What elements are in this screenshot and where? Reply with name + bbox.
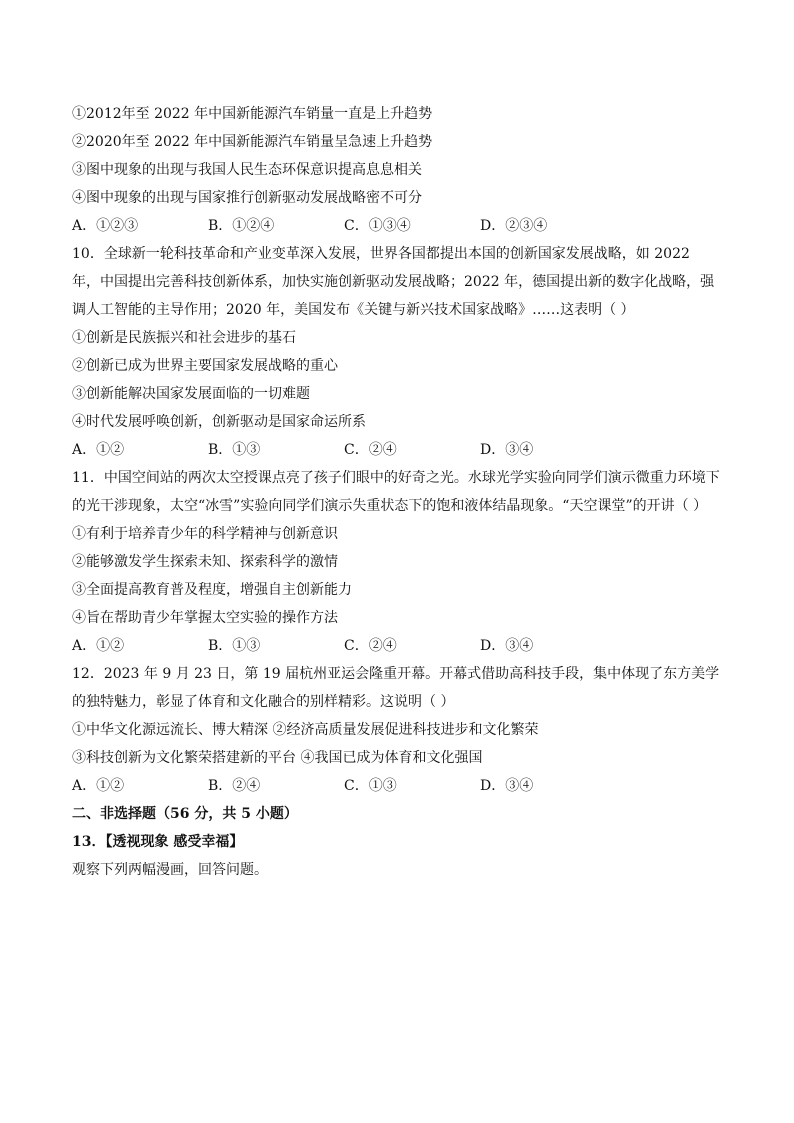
q9-answer-a: A．①②③: [72, 218, 139, 234]
q9-option-4: ④图中现象的出现与国家推行创新驱动发展战略密不可分: [72, 190, 422, 206]
q9-answer-c: C．①③④: [344, 218, 411, 234]
question-10: [72, 240, 722, 464]
q10-answer-c: C．②④: [344, 442, 397, 458]
q12-answer-d: D．③④: [480, 778, 534, 794]
q10-option-1: ①创新是民族振兴和社会进步的基石: [72, 330, 296, 346]
q9-option-3: ③图中现象的出现与我国人民生态环保意识提高息息相关: [72, 162, 422, 178]
q10-stem: 10．全球新一轮科技革命和产业变革深入发展，世界各国都提出本国的创新国家发展战略，如 2022 年，中国提出完善科技创新体系，加快实施创新驱动发展战略；2022 年，德国提出新的数字化战略，强调人工智能的主导作用；2020 年，美国发布《关键与新兴技术国家战略》……这表明（ ）: [72, 246, 715, 318]
q11-option-4: ④旨在帮助青少年掌握太空实验的操作方法: [72, 610, 338, 626]
q11-stem: 11．中国空间站的两次太空授课点亮了孩子们眼中的好奇之光。水球光学实验向同学们演示微重力环境下的光干涉现象，太空“冰雪”实验向同学们演示失重状态下的饱和液体结晶现象。“天空课堂”的开讲（ ）: [72, 470, 720, 514]
q9-answer-choices: [72, 212, 722, 240]
q11-answer-choices: [72, 632, 722, 660]
q11-answer-a: A．①②: [72, 638, 125, 654]
q12-answer-choices: [72, 772, 722, 800]
q9-option-2: ②2020年至 2022 年中国新能源汽车销量呈急速上升趋势: [72, 134, 433, 150]
question-12: [72, 660, 722, 800]
q10-option-3: ③创新能解决国家发展面临的一切难题: [72, 386, 310, 402]
q12-option-row-1: ①中华文化源远流长、博大精深 ②经济高质量发展促进科技进步和文化繁荣: [72, 722, 539, 738]
q9-option-1: ①2012年至 2022 年中国新能源汽车销量一直是上升趋势: [72, 106, 433, 122]
q9-answer-d: D．②③④: [480, 218, 548, 234]
question-13: [72, 828, 722, 884]
q10-answer-a: A．①②: [72, 442, 125, 458]
q11-answer-b: B．①③: [208, 638, 261, 654]
q10-answer-d: D．③④: [480, 442, 534, 458]
q13-instruction: 观察下列两幅漫画，回答问题。: [72, 862, 268, 878]
question-9: [72, 100, 722, 240]
q12-answer-b: B．②④: [208, 778, 261, 794]
exam-page: [72, 100, 722, 884]
q12-stem: 12．2023 年 9 月 23 日，第 19 届杭州亚运会隆重开幕。开幕式借助高科技手段，集中体现了东方美学的独特魅力，彰显了体育和文化融合的别样精彩。这说明（ ）: [72, 666, 720, 710]
q11-answer-d: D．③④: [480, 638, 534, 654]
q11-answer-c: C．②④: [344, 638, 397, 654]
q9-answer-b: B．①②④: [208, 218, 275, 234]
question-11: [72, 464, 722, 660]
q10-answer-b: B．①③: [208, 442, 261, 458]
q12-answer-c: C．①③: [344, 778, 397, 794]
q11-option-3: ③全面提高教育普及程度，增强自主创新能力: [72, 582, 352, 598]
q10-option-4: ④时代发展呼唤创新，创新驱动是国家命运所系: [72, 414, 366, 430]
q12-answer-a: A．①②: [72, 778, 125, 794]
q11-option-1: ①有利于培养青少年的科学精神与创新意识: [72, 526, 338, 542]
q10-answer-choices: [72, 436, 722, 464]
q11-option-2: ②能够激发学生探索未知、探索科学的激情: [72, 554, 338, 570]
q12-option-row-2: ③科技创新为文化繁荣搭建新的平台 ④我国已成为体育和文化强国: [72, 750, 483, 766]
section-2-title: 二、非选择题（56 分，共 5 小题）: [72, 806, 298, 822]
q13-title: 13．【透视现象 感受幸福】: [72, 834, 244, 850]
q10-option-2: ②创新已成为世界主要国家发展战略的重心: [72, 358, 338, 374]
